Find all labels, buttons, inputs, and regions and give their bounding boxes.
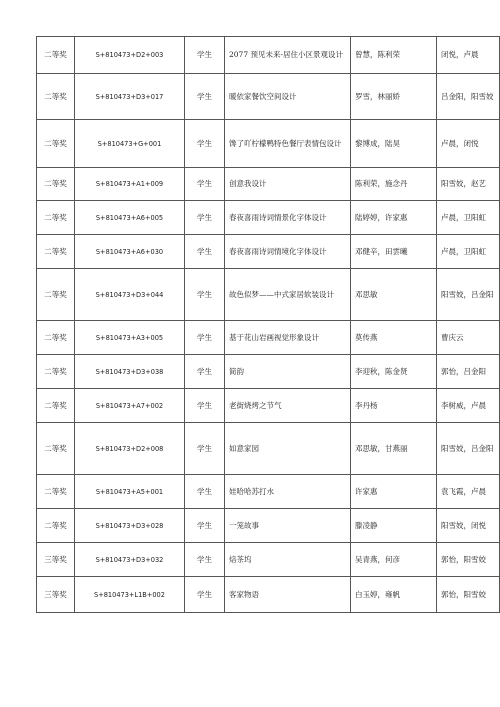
advisors-cell: 阳雪姣，赵艺: [437, 168, 500, 201]
category-cell: 学生: [185, 577, 225, 613]
advisors-cell: 阳雪姣，吕金阳: [437, 423, 500, 475]
document-page: [36, 36, 494, 613]
category-cell: 学生: [185, 423, 225, 475]
table-row: [37, 355, 500, 389]
awards-table: [36, 36, 500, 613]
work-title-cell: 春夜喜雨诗词情景化字体设计: [225, 201, 351, 235]
authors-cell: 邓思敏: [351, 269, 437, 321]
advisors-cell: 卢晨，卫阳虹: [437, 235, 500, 269]
advisors-cell: 郭怡，阳雪姣: [437, 543, 500, 577]
work-title-cell: 春夜喜雨诗词情境化字体设计: [225, 235, 351, 269]
award-level-cell: 三等奖: [37, 543, 75, 577]
table-row: [37, 168, 500, 201]
table-row: [37, 201, 500, 235]
authors-cell: 李丹杨: [351, 389, 437, 423]
work-title-cell: 基于花山岩画视觉形象设计: [225, 321, 351, 355]
advisors-cell: 阳雪姣，吕金阳: [437, 269, 500, 321]
table-row: [37, 120, 500, 168]
category-cell: 学生: [185, 74, 225, 120]
entry-code-cell: S+810473+L1B+002: [75, 577, 185, 613]
entry-code-cell: S+810473+D3+028: [75, 509, 185, 543]
entry-code-cell: S+810473+D3+032: [75, 543, 185, 577]
entry-code-cell: S+810473+A5+001: [75, 475, 185, 509]
authors-cell: 邓思敏，甘燕丽: [351, 423, 437, 475]
table-row: [37, 423, 500, 475]
authors-cell: 陆婷婷，许家惠: [351, 201, 437, 235]
entry-code-cell: S+810473+D3+044: [75, 269, 185, 321]
advisors-cell: 卢晨，卫阳虹: [437, 201, 500, 235]
entry-code-cell: S+810473+A6+005: [75, 201, 185, 235]
category-cell: 学生: [185, 355, 225, 389]
authors-cell: 滕凌静: [351, 509, 437, 543]
category-cell: 学生: [185, 269, 225, 321]
award-level-cell: 二等奖: [37, 389, 75, 423]
category-cell: 学生: [185, 168, 225, 201]
entry-code-cell: S+810473+A3+005: [75, 321, 185, 355]
table-row: [37, 389, 500, 423]
category-cell: 学生: [185, 543, 225, 577]
entry-code-cell: S+810473+G+001: [75, 120, 185, 168]
table-row: [37, 235, 500, 269]
entry-code-cell: S+810473+A1+009: [75, 168, 185, 201]
award-level-cell: 二等奖: [37, 509, 75, 543]
authors-cell: 陈利荣，施念丹: [351, 168, 437, 201]
award-level-cell: 二等奖: [37, 37, 75, 74]
advisors-cell: 郭怡，吕金阳: [437, 355, 500, 389]
table-row: [37, 509, 500, 543]
award-level-cell: 三等奖: [37, 577, 75, 613]
award-level-cell: 二等奖: [37, 235, 75, 269]
table-row: [37, 269, 500, 321]
work-title-cell: 娃哈哈苏打水: [225, 475, 351, 509]
work-title-cell: 客家物语: [225, 577, 351, 613]
authors-cell: 莫传燕: [351, 321, 437, 355]
award-level-cell: 二等奖: [37, 321, 75, 355]
category-cell: 学生: [185, 235, 225, 269]
authors-cell: 黎博成，陆昊: [351, 120, 437, 168]
work-title-cell: 馋了吖柠檬鸭特色餐厅表情包设计: [225, 120, 351, 168]
award-level-cell: 二等奖: [37, 355, 75, 389]
authors-cell: 曾慧，陈利荣: [351, 37, 437, 74]
authors-cell: 许家惠: [351, 475, 437, 509]
category-cell: 学生: [185, 120, 225, 168]
work-title-cell: 老街烧烤之节气: [225, 389, 351, 423]
table-row: [37, 321, 500, 355]
work-title-cell: 暖依家餐饮空间设计: [225, 74, 351, 120]
advisors-cell: 李树威，卢晨: [437, 389, 500, 423]
table-row: [37, 543, 500, 577]
authors-cell: 吴青燕，何彦: [351, 543, 437, 577]
awards-table-body: [37, 37, 500, 613]
category-cell: 学生: [185, 509, 225, 543]
award-level-cell: 二等奖: [37, 423, 75, 475]
entry-code-cell: S+810473+D3+038: [75, 355, 185, 389]
entry-code-cell: S+810473+D3+017: [75, 74, 185, 120]
award-level-cell: 二等奖: [37, 201, 75, 235]
award-level-cell: 二等奖: [37, 74, 75, 120]
advisors-cell: 袁飞霞，卢晨: [437, 475, 500, 509]
award-level-cell: 二等奖: [37, 475, 75, 509]
category-cell: 学生: [185, 389, 225, 423]
advisors-cell: 曹庆云: [437, 321, 500, 355]
authors-cell: 李迎秋，陈金贤: [351, 355, 437, 389]
advisors-cell: 卢晨，闭悦: [437, 120, 500, 168]
category-cell: 学生: [185, 37, 225, 74]
table-row: [37, 577, 500, 613]
work-title-cell: 故色似梦——中式家居软装设计: [225, 269, 351, 321]
advisors-cell: 郭怡，阳雪姣: [437, 577, 500, 613]
advisors-cell: 闭悦，卢晨: [437, 37, 500, 74]
entry-code-cell: S+810473+D2+003: [75, 37, 185, 74]
authors-cell: 罗雪，林丽娇: [351, 74, 437, 120]
entry-code-cell: S+810473+A6+030: [75, 235, 185, 269]
category-cell: 学生: [185, 321, 225, 355]
award-level-cell: 二等奖: [37, 168, 75, 201]
advisors-cell: 阳雪姣，闭悦: [437, 509, 500, 543]
table-row: [37, 475, 500, 509]
authors-cell: 白玉婷，雍帆: [351, 577, 437, 613]
work-title-cell: 简韵: [225, 355, 351, 389]
table-row: [37, 37, 500, 74]
category-cell: 学生: [185, 475, 225, 509]
award-level-cell: 二等奖: [37, 120, 75, 168]
work-title-cell: 如意家园: [225, 423, 351, 475]
authors-cell: 邓健辛，田雲曦: [351, 235, 437, 269]
advisors-cell: 吕金阳，阳雪姣: [437, 74, 500, 120]
work-title-cell: 创意我设计: [225, 168, 351, 201]
work-title-cell: 2077 预见未来-居住小区景观设计: [225, 37, 351, 74]
entry-code-cell: S+810473+D2+008: [75, 423, 185, 475]
entry-code-cell: S+810473+A7+002: [75, 389, 185, 423]
award-level-cell: 二等奖: [37, 269, 75, 321]
work-title-cell: 焙茶坞: [225, 543, 351, 577]
category-cell: 学生: [185, 201, 225, 235]
table-row: [37, 74, 500, 120]
work-title-cell: 一笼故事: [225, 509, 351, 543]
